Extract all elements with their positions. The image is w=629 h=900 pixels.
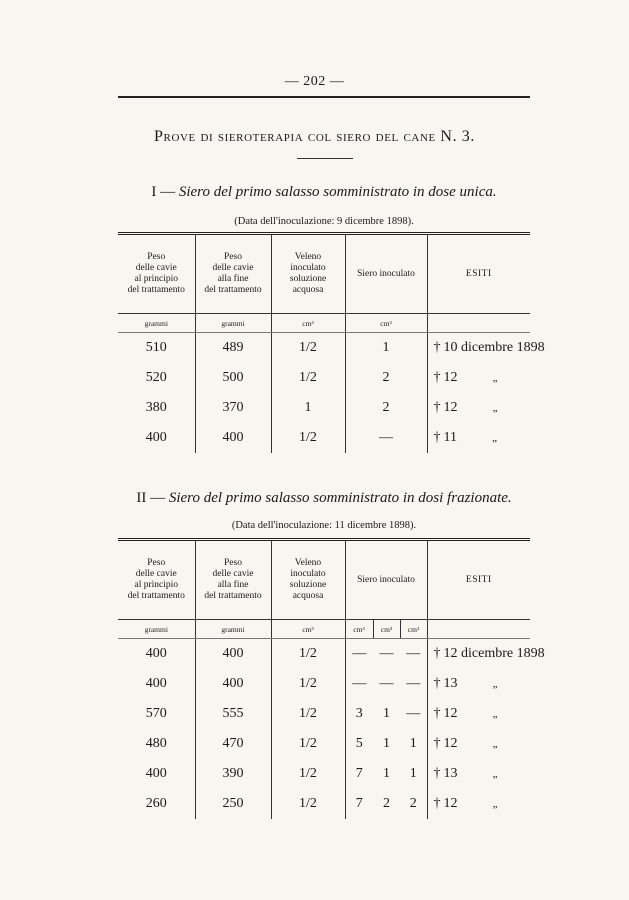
dagger-mark: † <box>433 340 441 355</box>
unit-cell: cm³ <box>345 620 373 639</box>
section-2-date: (Data dell'inoculazione: 11 dicembre 1898). <box>231 520 417 531</box>
dagger-mark: † <box>433 400 441 415</box>
cell-siero-1: 5 <box>355 736 363 751</box>
ditto-mark: „ <box>492 372 498 384</box>
header-peso-fine: Peso delle cavie alla fine del trattamento <box>195 540 271 620</box>
cell-siero-2: 2 <box>383 796 390 811</box>
unit-cell: grammi <box>195 314 271 333</box>
cell-peso-fine: 470 <box>195 729 271 759</box>
unit-cell-empty <box>427 620 530 639</box>
section-2-roman: II — <box>136 490 166 506</box>
cell-siero-1: 7 <box>355 796 363 811</box>
dagger-mark: † <box>433 430 441 445</box>
cell-veleno: 1/2 <box>271 789 345 819</box>
cell-siero-2: 1 <box>383 706 390 721</box>
cell-esito: † 13 „ <box>433 766 498 781</box>
cell-veleno: 1 <box>271 393 345 423</box>
dagger-mark: † <box>433 676 441 691</box>
cell-peso-fine: 489 <box>195 333 271 364</box>
cell-siero-2: — <box>379 676 394 691</box>
cell-peso-inizio: 380 <box>118 393 195 423</box>
cell-esito: † 12 dicembre 1898 <box>433 646 545 661</box>
section-2-title: Siero del primo salasso somministrato in dosi frazionate. <box>168 490 512 506</box>
units-row <box>118 620 530 639</box>
cell-esito: † 12 „ <box>433 370 498 385</box>
units-row <box>118 314 530 333</box>
unit-cell: cm³ <box>373 620 400 639</box>
cell-peso-fine: 500 <box>195 363 271 393</box>
cell-peso-fine: 370 <box>195 393 271 423</box>
cell-siero-1: — <box>352 676 367 691</box>
dagger-mark: † <box>433 646 441 661</box>
dagger-mark: † <box>433 796 441 811</box>
cell-peso-fine: 400 <box>195 639 271 670</box>
cell-peso-inizio: 260 <box>118 789 195 819</box>
section-1-title: Siero del primo salasso somministrato in dose unica. <box>178 184 497 200</box>
cell-esito: † 13 „ <box>433 676 498 691</box>
table-row <box>118 729 530 759</box>
section-2-heading <box>118 490 530 507</box>
unit-cell: grammi <box>118 314 195 333</box>
cell-veleno: 1/2 <box>271 363 345 393</box>
cell-siero-3: 1 <box>400 729 427 759</box>
cell-peso-inizio: 400 <box>118 669 195 699</box>
cell-veleno: 1/2 <box>271 639 345 670</box>
table-row <box>118 639 530 670</box>
cell-veleno: 1/2 <box>271 759 345 789</box>
cell-esito: † 12 „ <box>433 736 498 751</box>
cell-siero: 2 <box>345 363 427 393</box>
ditto-mark: „ <box>492 798 498 810</box>
cell-veleno: 1/2 <box>271 669 345 699</box>
page-title: Prove di sieroterapia col siero del cane N. 3. <box>154 128 475 145</box>
cell-siero: — <box>345 423 427 453</box>
cell-peso-inizio: 400 <box>118 423 195 453</box>
header-peso-principio: Peso delle cavie al principio del trattamento <box>118 234 195 314</box>
table-section-1 <box>118 232 545 453</box>
header-veleno: Veleno inoculato soluzione acquosa <box>271 234 345 314</box>
page-number: — 202 — <box>284 74 345 89</box>
header-peso-principio: Peso delle cavie al principio del trattamento <box>118 540 195 620</box>
cell-peso-inizio: 520 <box>118 363 195 393</box>
cell-peso-fine: 250 <box>195 789 271 819</box>
ditto-mark: „ <box>492 768 498 780</box>
ditto-mark: „ <box>492 738 498 750</box>
title-underline <box>297 158 353 159</box>
cell-peso-fine: 400 <box>195 423 271 453</box>
table-row <box>118 789 530 819</box>
cell-esito: † 12 „ <box>433 706 498 721</box>
cell-siero: 2 <box>345 393 427 423</box>
table-row <box>118 759 530 789</box>
cell-siero-3: 2 <box>400 789 427 819</box>
dagger-mark: † <box>433 766 441 781</box>
table-row <box>118 393 530 423</box>
table-row <box>118 363 530 393</box>
header-siero: Siero inoculato <box>345 540 427 620</box>
unit-cell-empty <box>427 314 530 333</box>
cell-siero: 1 <box>345 333 427 364</box>
cell-siero-1: — <box>352 646 367 661</box>
table-row <box>118 699 530 729</box>
cell-esito: † 10 dicembre 1898 <box>433 340 545 355</box>
ditto-mark: „ <box>492 678 498 690</box>
cell-esito: † 12 „ <box>433 796 498 811</box>
header-peso-fine: Peso delle cavie alla fine del trattamento <box>195 234 271 314</box>
header-esiti: ESITI <box>427 234 530 314</box>
cell-peso-inizio: 510 <box>118 333 195 364</box>
cell-veleno: 1/2 <box>271 699 345 729</box>
cell-siero-3: — <box>400 699 427 729</box>
header-esiti: ESITI <box>427 540 530 620</box>
unit-cell: grammi <box>118 620 195 639</box>
section-1-roman: I — <box>151 184 176 200</box>
header-siero: Siero inoculato <box>345 234 427 314</box>
unit-cell: cm³ <box>271 620 345 639</box>
cell-siero-1: 7 <box>355 766 363 781</box>
cell-veleno: 1/2 <box>271 729 345 759</box>
section-1-heading <box>118 184 530 201</box>
cell-siero-2: 1 <box>383 736 390 751</box>
table-row <box>118 669 530 699</box>
ditto-mark: „ <box>492 708 498 720</box>
cell-siero-3: 1 <box>400 759 427 789</box>
cell-siero-2: 1 <box>383 766 390 781</box>
table-row <box>118 333 530 364</box>
cell-peso-fine: 400 <box>195 669 271 699</box>
cell-peso-inizio: 480 <box>118 729 195 759</box>
cell-veleno: 1/2 <box>271 333 345 364</box>
cell-esito: † 11 „ <box>433 430 497 445</box>
unit-cell: cm³ <box>345 314 427 333</box>
cell-peso-inizio: 400 <box>118 639 195 670</box>
dagger-mark: † <box>433 370 441 385</box>
header-rule <box>118 96 530 98</box>
cell-siero-3: — <box>400 639 427 670</box>
cell-siero-3: — <box>400 669 427 699</box>
cell-veleno: 1/2 <box>271 423 345 453</box>
ditto-mark: „ <box>492 402 498 414</box>
cell-siero-2: — <box>379 646 394 661</box>
cell-siero-1: 3 <box>355 706 363 721</box>
cell-peso-fine: 555 <box>195 699 271 729</box>
unit-cell: grammi <box>195 620 271 639</box>
header-veleno: Veleno inoculato soluzione acquosa <box>271 540 345 620</box>
unit-cell: cm³ <box>271 314 345 333</box>
cell-peso-inizio: 570 <box>118 699 195 729</box>
unit-cell: cm³ <box>400 620 427 639</box>
dagger-mark: † <box>433 706 441 721</box>
table-section-2 <box>118 538 545 819</box>
cell-peso-fine: 390 <box>195 759 271 789</box>
cell-peso-inizio: 400 <box>118 759 195 789</box>
dagger-mark: † <box>433 736 441 751</box>
table-row <box>118 423 530 453</box>
section-1-date: (Data dell'inoculazione: 9 dicembre 1898). <box>234 216 414 227</box>
ditto-mark: „ <box>492 432 497 444</box>
cell-esito: † 12 „ <box>433 400 498 415</box>
